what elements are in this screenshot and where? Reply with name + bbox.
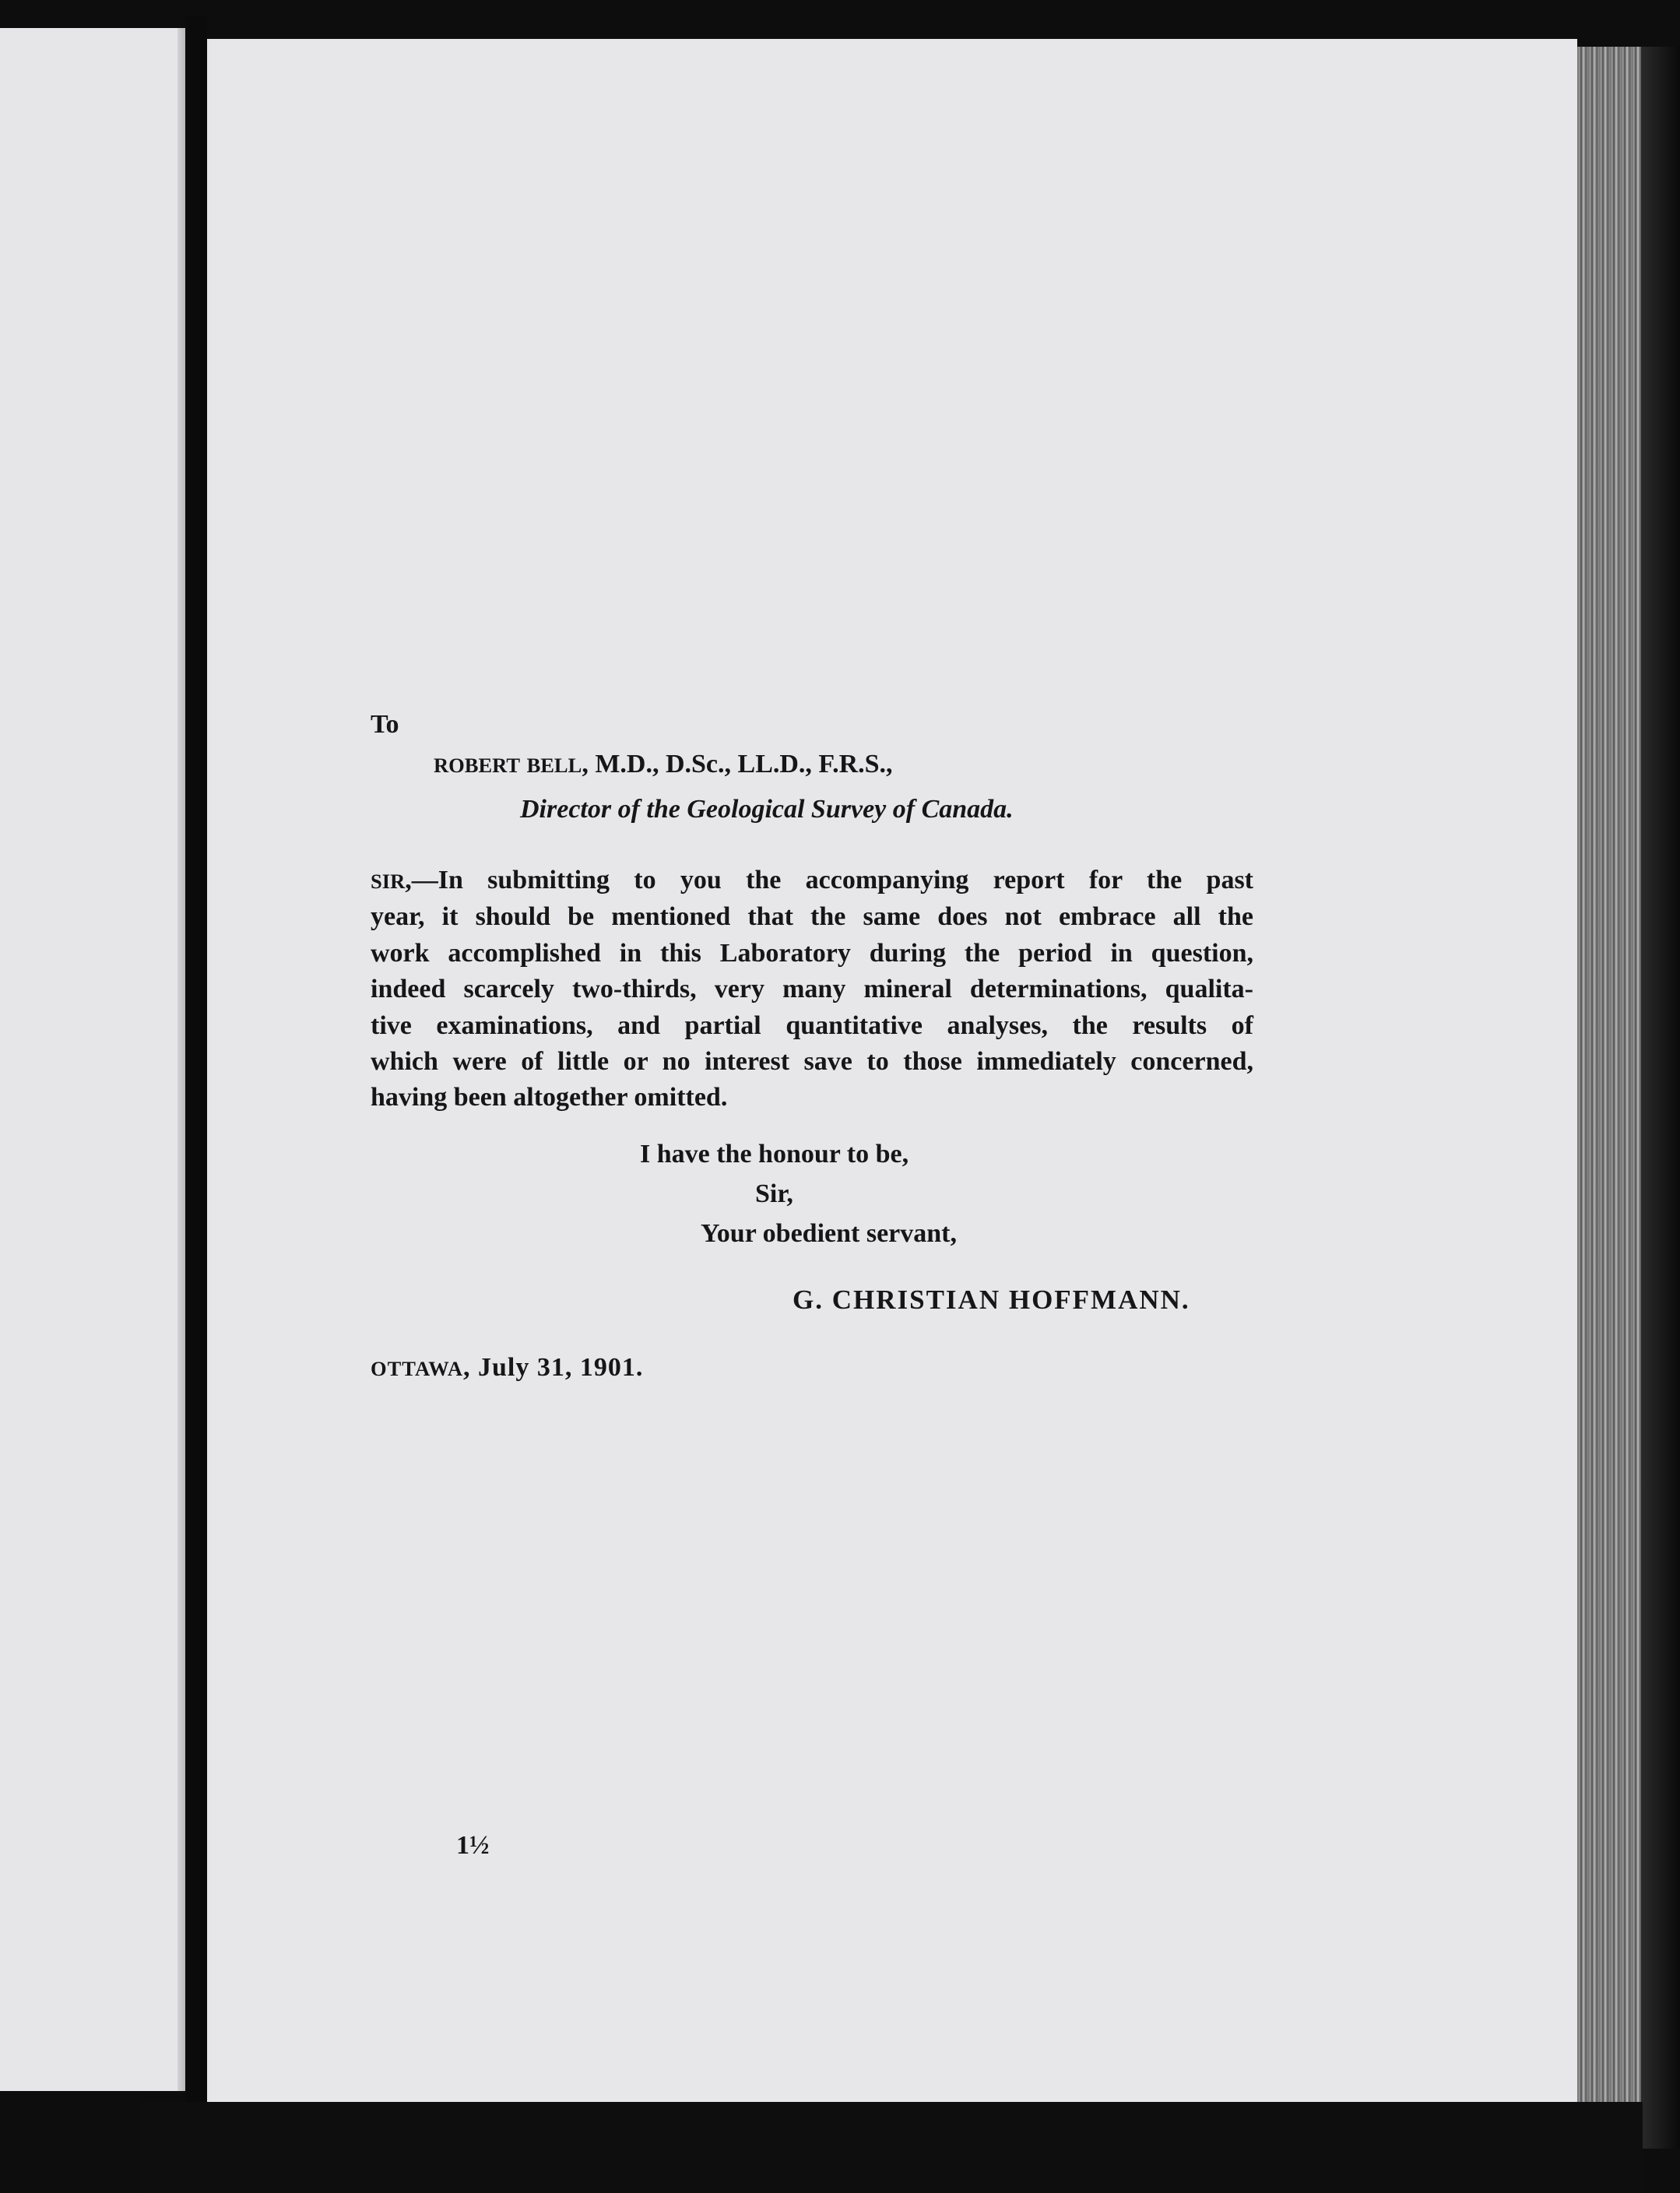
closing-line-1: I have the honour to be,: [640, 1140, 909, 1169]
body-line-4: indeed scarcely two-thirds, very many mineral determinations, qualita-: [371, 975, 1253, 1004]
body-line-7: having been altogether omitted.: [371, 1083, 728, 1112]
opening-word: SIR: [371, 870, 406, 893]
page-number: 1½: [456, 1831, 490, 1860]
closing-line-3: Your obedient servant,: [701, 1219, 957, 1248]
addressee-title: Director of the Geological Survey of Canada.: [520, 795, 1014, 824]
addressee-first-name: ROBERT: [434, 754, 521, 777]
closing-line-2: Sir,: [755, 1179, 793, 1208]
body-line-3: work accomplished in this Laboratory during the period in question,: [371, 938, 1253, 968]
body-line-2: year, it should be mentioned that the same does not embrace all the: [371, 902, 1253, 932]
dateline-date: , July 31, 1901.: [462, 1353, 644, 1382]
letter-body: [371, 863, 1253, 1116]
addressee-credentials: , M.D., D.Sc., LL.D., F.R.S.,: [582, 750, 893, 778]
addressee-name: [434, 750, 893, 779]
page-block-edge: [1577, 47, 1641, 2102]
body-line-6: which were of little or no interest save to those immediately concerned,: [371, 1047, 1253, 1077]
dateline: [371, 1353, 643, 1383]
dateline-place: OTTAWA: [371, 1357, 463, 1380]
addressee-last-name: BELL: [526, 754, 582, 777]
bottom-shadow: [140, 2102, 1643, 2193]
book-gutter: [185, 16, 207, 2117]
facing-page: [0, 28, 185, 2091]
salutation-to: To: [371, 710, 399, 739]
page-block-shadow: [1641, 47, 1680, 2149]
body-line-5: tive examinations, and partial quantitative analyses, the results of: [371, 1010, 1253, 1040]
body-line-1: SIR,—In submitting to you the accompanying report for the past: [371, 866, 1253, 894]
signature: G. CHRISTIAN HOFFMANN.: [793, 1285, 1190, 1315]
